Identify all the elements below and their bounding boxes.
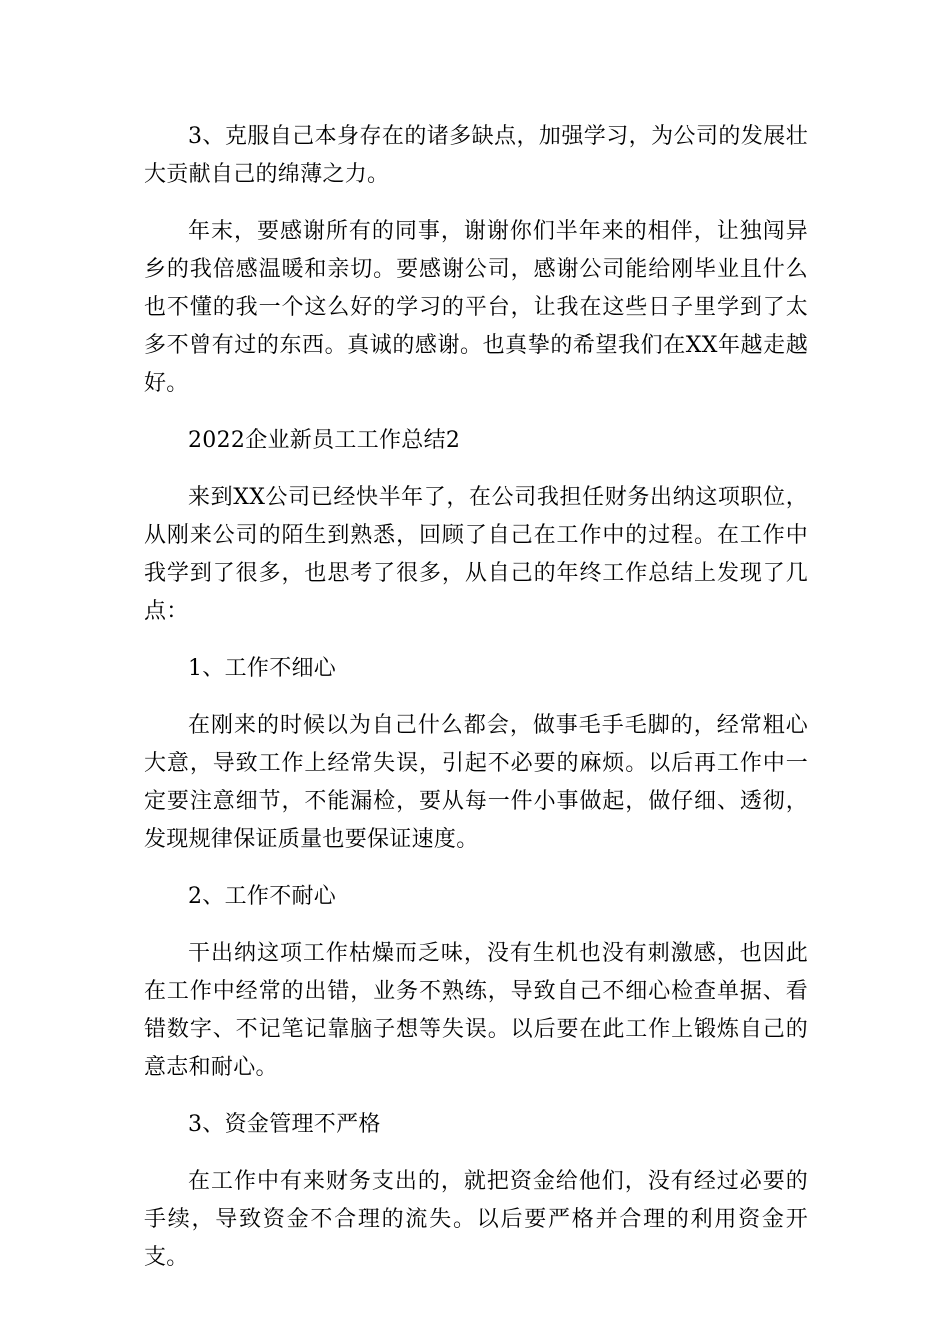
point-heading-1: 1、工作不细心 [188,656,337,681]
point-heading-2: 2、工作不耐心 [188,884,337,909]
document-body [144,118,808,1296]
paragraph-point-1: 在刚来的时候以为自己什么都会，做事毛手毛脚的，经常粗心大意，导致工作上经常失误，引起不必要的麻烦。以后再工作中一定要注意细节，不能漏检，要从每一件小事做起，做仔细、透彻，发现规律保证质量也要保证速度。 [144,713,808,852]
paragraph-point-3: 在工作中有来财务支出的，就把资金给他们，没有经过必要的手续，导致资金不合理的流失。以后要严格并合理的利用资金开支。 [144,1169,808,1270]
paragraph-point-2: 干出纳这项工作枯燥而乏味，没有生机也没有刺激感，也因此在工作中经常的出错，业务不熟练，导致自己不细心检查单据、看错数字、不记笔记靠脑子想等失误。以后要在此工作上锻炼自己的意志和耐心。 [144,941,808,1080]
paragraph-intro: 来到XX公司已经快半年了，在公司我担任财务出纳这项职位，从刚来公司的陌生到熟悉，回顾了自己在工作中的过程。在工作中我学到了很多，也思考了很多，从自己的年终工作总结上发现了几点： [144,485,808,624]
paragraph-point-3-conclusion: 3、克服自己本身存在的诸多缺点，加强学习，为公司的发展壮大贡献自己的绵薄之力。 [144,124,808,187]
section-title: 2022企业新员工工作总结2 [188,428,461,453]
point-heading-3: 3、资金管理不严格 [188,1112,381,1137]
paragraph-year-end-thanks: 年末，要感谢所有的同事，谢谢你们半年来的相伴，让独闯异乡的我倍感温暖和亲切。要感谢公司，感谢公司能给刚毕业且什么也不懂的我一个这么好的学习的平台，让我在这些日子里学到了太多不曾有过的东西。真诚的感谢。也真挚的希望我们在XX年越走越好。 [144,219,808,396]
